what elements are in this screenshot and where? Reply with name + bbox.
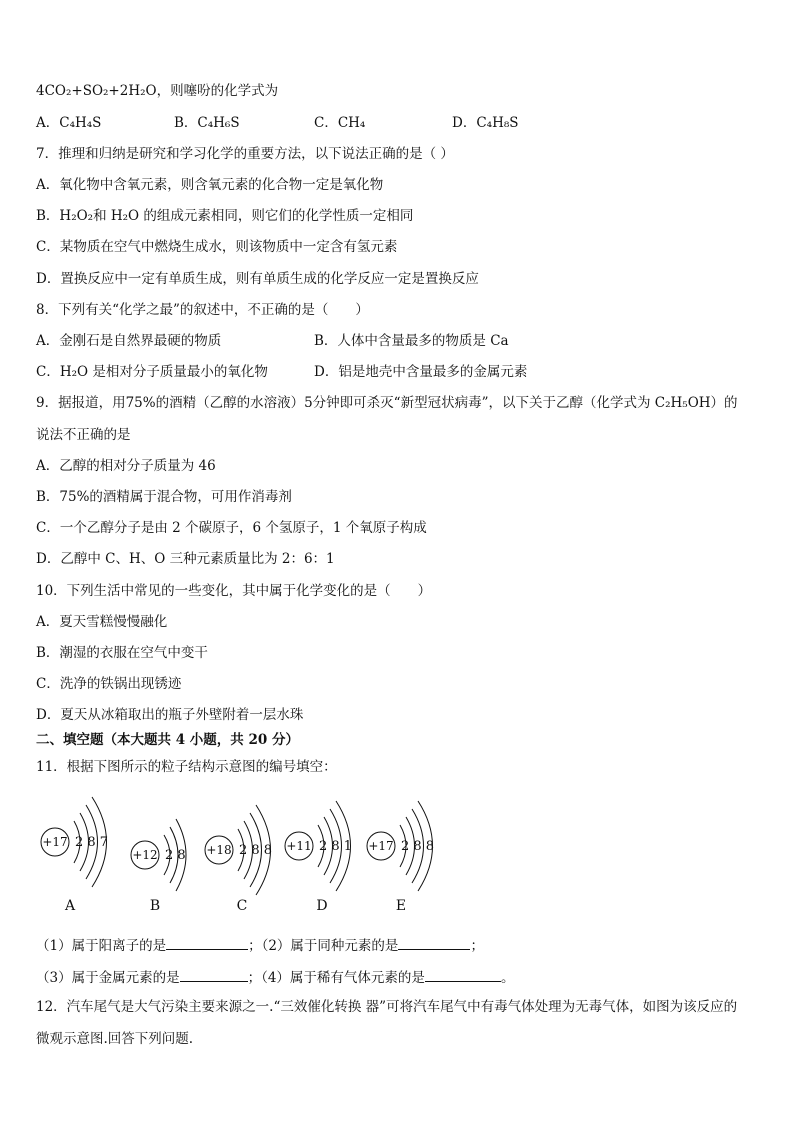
atom-e-label: E [395,898,407,914]
q10-option-b: B．潮湿的衣服在空气中变干 [36,645,208,661]
answer-blank-2[interactable] [398,935,470,950]
atom-d-nucleus: +11 [286,839,312,853]
atom-e-electrons: 2 8 8 [401,839,435,854]
q6-formula-line: 4CO₂+SO₂+2H₂O，则噻吩的化学式为 [36,83,279,99]
atom-a-label: A [64,898,76,914]
q11-subquestions-row2 [36,967,514,987]
q6-option-b: B．C₄H₆S [174,115,240,131]
q10-stem: 10．下列生活中常见的一些变化，其中属于化学变化的是（ ） [36,583,432,599]
q9-stem-line1: 9．据报道，用75%的酒精（乙醇的水溶液）5分钟即可杀灭“新型冠状病毒”，以下关于乙醇（化学式为 C₂H₅OH）的 [36,395,738,411]
answer-blank-4[interactable] [425,967,501,982]
atom-e-nucleus: +17 [368,839,394,853]
atom-b-label: B [149,898,161,914]
q10-option-a: A．夏天雪糕慢慢融化 [36,614,168,630]
q12-stem-line2: 微观示意图.回答下列问题. [36,1031,194,1047]
q6-option-c: C．CH₄ [314,115,366,131]
q7-stem: 7．推理和归纳是研究和学习化学的重要方法，以下说法正确的是（ ） [36,146,454,162]
q10-option-c: C．洗净的铁锅出现锈迹 [36,676,182,692]
answer-blank-3[interactable] [180,967,248,982]
atom-b-electrons: 2 8 [165,848,186,863]
q9-option-b: B．75%的酒精属于混合物，可用作消毒剂 [36,489,292,505]
q12-stem-line1: 12．汽车尾气是大气污染主要来源之一.“三效催化转换 器”可将汽车尾气中有毒气体处理为无毒气体，如图为该反应的 [36,999,738,1015]
q8-option-a: A．金刚石是自然界最硬的物质 [36,333,222,349]
q11-subquestions-row1 [36,935,484,955]
q9-option-c: C．一个乙醇分子是由 2 个碳原子，6 个氢原子，1 个氧原子构成 [36,520,427,536]
atom-a-electrons: 2 8 7 [75,835,109,850]
q11-sub4-end: 。 [500,970,515,986]
q11-stem: 11．根据下图所示的粒子结构示意图的编号填空： [36,759,337,775]
atom-structure-diagrams [0,785,794,920]
q7-option-a: A．氧化物中含氧元素，则含氧元素的化合物一定是氧化物 [36,177,384,193]
q7-option-c: C．某物质在空气中燃烧生成水，则该物质中一定含有氢元素 [36,239,398,255]
q6-option-d: D．C₄H₈S [452,115,519,131]
q11-sub4: ；（4）属于稀有气体元素的是 [247,970,425,986]
q11-sub2: ；（2）属于同种元素的是 [248,938,399,954]
atom-c-nucleus: +18 [206,843,232,857]
q7-option-d: D．置换反应中一定有单质生成，则有单质生成的化学反应一定是置换反应 [36,271,479,287]
q8-option-b: B．人体中含量最多的物质是 Ca [314,333,509,349]
atom-a-nucleus: +17 [42,835,68,849]
q9-option-d: D．乙醇中 C、H、O 三种元素质量比为 2：6：1 [36,551,335,567]
answer-blank-1[interactable] [166,935,248,950]
q6-option-a: A．C₄H₄S [36,115,102,131]
q8-stem: 8．下列有关“化学之最”的叙述中，不正确的是（ ） [36,302,369,318]
atom-b-nucleus: +12 [132,848,158,862]
q9-stem-line2: 说法不正确的是 [36,427,131,443]
q11-sub1: （1）属于阳离子的是 [36,938,167,954]
q7-option-b: B．H₂O₂和 H₂O 的组成元素相同，则它们的化学性质一定相同 [36,208,414,224]
q9-option-a: A．乙醇的相对分子质量为 46 [36,458,216,474]
q11-sub2-end: ； [470,938,484,954]
atom-d-label: D [316,898,328,914]
atom-c-electrons: 2 8 8 [239,843,273,858]
atom-c-label: C [236,898,248,914]
q11-sub3: （3）属于金属元素的是 [36,970,180,986]
atom-d-electrons: 2 8 1 [319,839,353,854]
q10-option-d: D．夏天从冰箱取出的瓶子外壁附着一层水珠 [36,707,304,723]
q8-option-c: C．H₂O 是相对分子质量最小的氧化物 [36,364,268,380]
section-heading: 二、填空题（本大题共 4 小题，共 20 分） [36,732,299,748]
q8-option-d: D．铝是地壳中含量最多的金属元素 [314,364,528,380]
